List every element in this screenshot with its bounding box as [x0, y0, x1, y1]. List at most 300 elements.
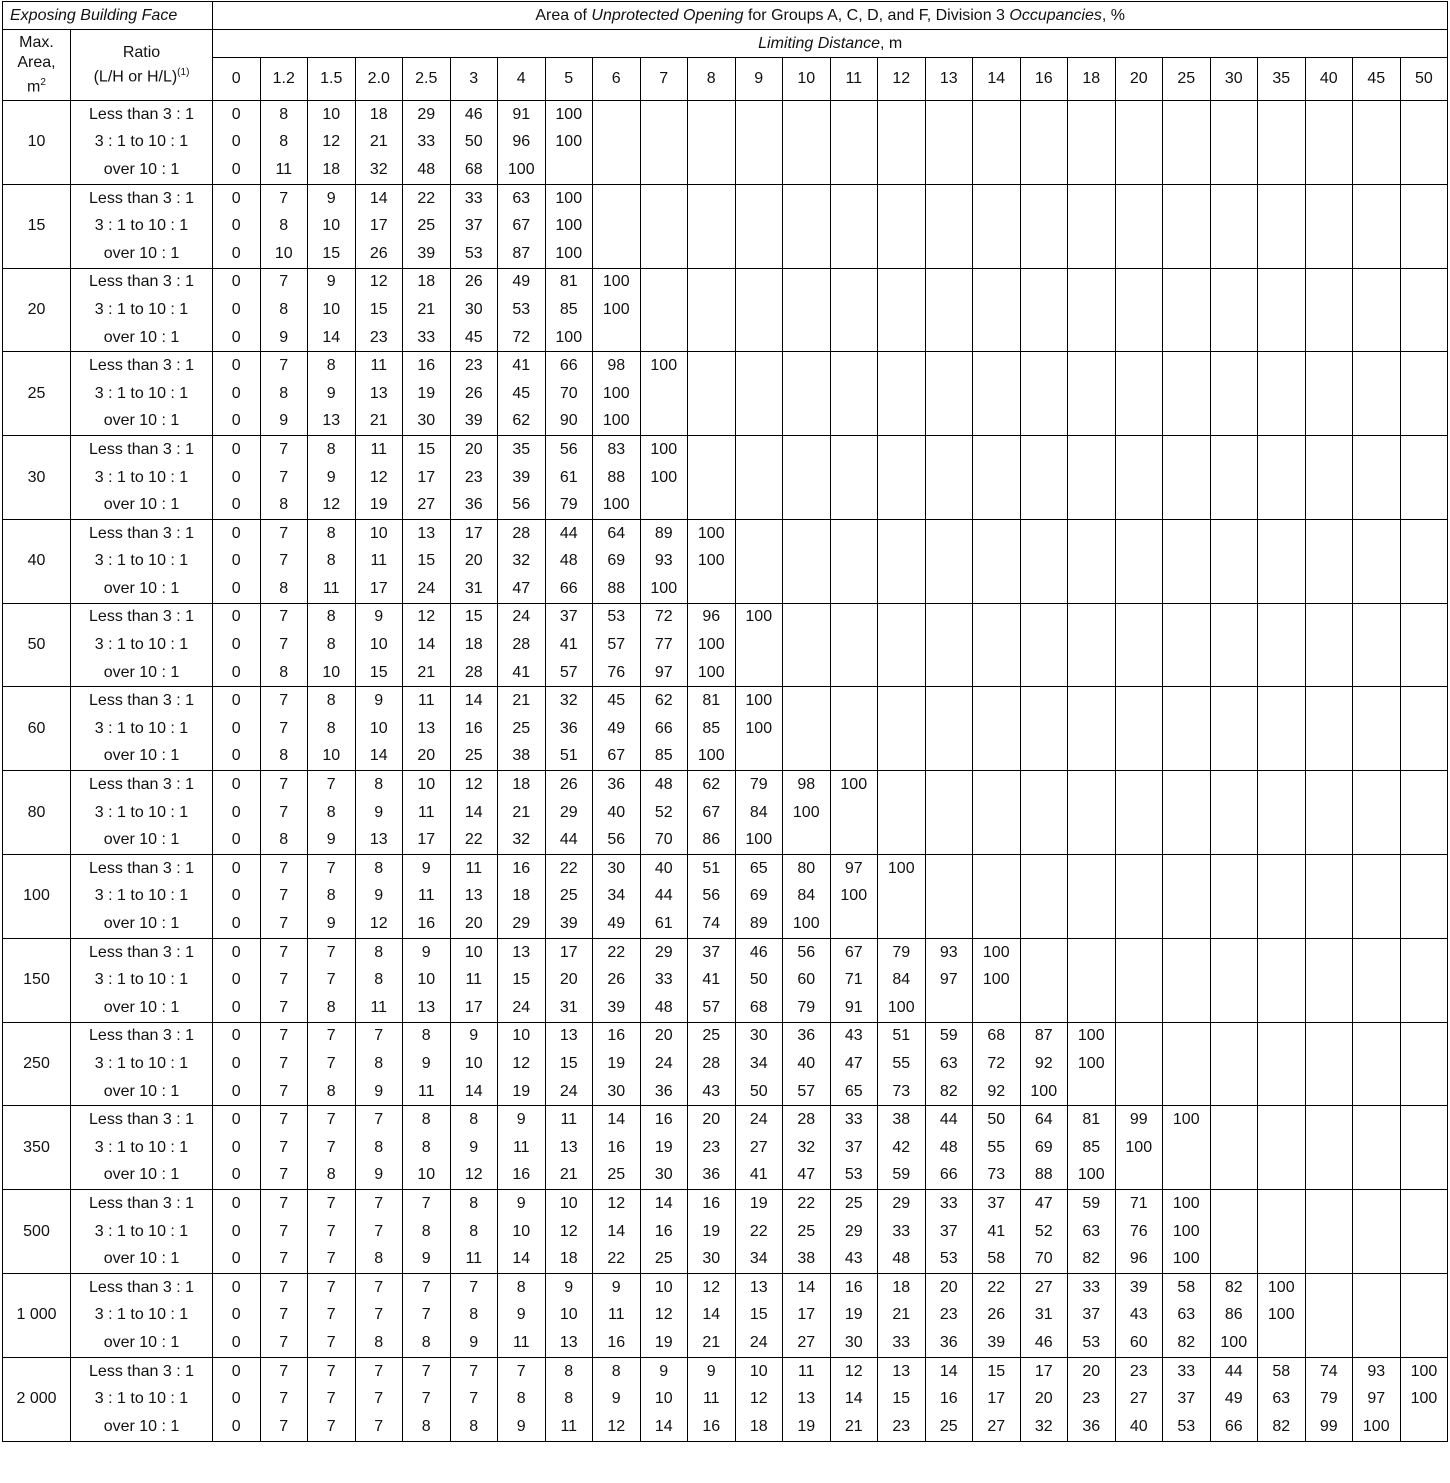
- value-cell: 58: [1258, 1357, 1306, 1385]
- value-cell: 12: [640, 1302, 688, 1330]
- value-cell: [1020, 352, 1068, 380]
- value-cell: 13: [783, 1385, 831, 1413]
- value-cell: 37: [1068, 1302, 1116, 1330]
- value-cell: 16: [640, 1106, 688, 1134]
- value-cell: [925, 212, 973, 240]
- value-cell: 49: [1210, 1385, 1258, 1413]
- value-cell: [1115, 1078, 1163, 1106]
- value-cell: 7: [498, 1357, 546, 1385]
- value-cell: 91: [498, 101, 546, 129]
- value-cell: [1258, 352, 1306, 380]
- value-cell: 0: [213, 129, 261, 157]
- value-cell: 24: [498, 603, 546, 631]
- value-cell: 9: [450, 1329, 498, 1357]
- value-cell: 13: [878, 1357, 926, 1385]
- table-row: [3, 324, 1448, 352]
- value-cell: [925, 156, 973, 184]
- value-cell: [640, 380, 688, 408]
- value-cell: [1353, 1162, 1401, 1190]
- distance-header-cell: 35: [1258, 58, 1306, 101]
- value-cell: [1163, 826, 1211, 854]
- value-cell: 15: [308, 240, 356, 268]
- header-row-1: [3, 2, 1448, 30]
- value-cell: [1068, 184, 1116, 212]
- value-cell: 68: [973, 1022, 1021, 1050]
- value-cell: 63: [498, 184, 546, 212]
- value-cell: [1305, 1162, 1353, 1190]
- table-row: [3, 603, 1448, 631]
- value-cell: [1020, 771, 1068, 799]
- value-cell: [1115, 966, 1163, 994]
- value-cell: 18: [403, 268, 451, 296]
- value-cell: [1210, 715, 1258, 743]
- value-cell: [1068, 799, 1116, 827]
- value-cell: 24: [498, 994, 546, 1022]
- value-cell: [1115, 268, 1163, 296]
- value-cell: [973, 687, 1021, 715]
- value-cell: [1353, 380, 1401, 408]
- value-cell: 7: [308, 1329, 356, 1357]
- ratio-cell: Less than 3 : 1: [71, 519, 213, 547]
- value-cell: 10: [308, 212, 356, 240]
- table-row: [3, 268, 1448, 296]
- value-cell: [830, 296, 878, 324]
- value-cell: 100: [498, 156, 546, 184]
- value-cell: [1068, 352, 1116, 380]
- distance-header-cell: 3: [450, 58, 498, 101]
- value-cell: 79: [878, 938, 926, 966]
- value-cell: 20: [640, 1022, 688, 1050]
- value-cell: 18: [735, 1413, 783, 1441]
- value-cell: 38: [783, 1245, 831, 1273]
- value-cell: 100: [640, 352, 688, 380]
- table-row: [3, 436, 1448, 464]
- value-cell: 59: [925, 1022, 973, 1050]
- value-cell: [1210, 156, 1258, 184]
- value-cell: [735, 268, 783, 296]
- value-cell: [783, 743, 831, 771]
- value-cell: [1400, 240, 1448, 268]
- ratio-cell: 3 : 1 to 10 : 1: [71, 883, 213, 911]
- value-cell: [783, 548, 831, 576]
- value-cell: 21: [545, 1162, 593, 1190]
- value-cell: 10: [545, 1302, 593, 1330]
- value-cell: [830, 743, 878, 771]
- value-cell: 0: [213, 184, 261, 212]
- value-cell: [1353, 826, 1401, 854]
- value-cell: 49: [498, 268, 546, 296]
- value-cell: [925, 715, 973, 743]
- value-cell: [1258, 408, 1306, 436]
- value-cell: 15: [450, 603, 498, 631]
- value-cell: 48: [640, 771, 688, 799]
- value-cell: [783, 464, 831, 492]
- value-cell: 9: [403, 855, 451, 883]
- value-cell: 48: [403, 156, 451, 184]
- value-cell: [1115, 240, 1163, 268]
- value-cell: [783, 101, 831, 129]
- value-cell: 9: [355, 1078, 403, 1106]
- value-cell: [1353, 855, 1401, 883]
- value-cell: 7: [260, 1050, 308, 1078]
- ratio-cell: 3 : 1 to 10 : 1: [71, 966, 213, 994]
- value-cell: [1210, 1190, 1258, 1218]
- distance-header-cell: 8: [688, 58, 736, 101]
- value-cell: [1353, 1245, 1401, 1273]
- value-cell: [1305, 436, 1353, 464]
- value-cell: 56: [688, 883, 736, 911]
- value-cell: 32: [1020, 1413, 1068, 1441]
- value-cell: [925, 380, 973, 408]
- value-cell: 0: [213, 1190, 261, 1218]
- value-cell: 7: [260, 519, 308, 547]
- value-cell: 47: [830, 1050, 878, 1078]
- value-cell: 9: [308, 910, 356, 938]
- value-cell: 16: [640, 1218, 688, 1246]
- value-cell: [1353, 1190, 1401, 1218]
- value-cell: 96: [688, 603, 736, 631]
- value-cell: 30: [593, 855, 641, 883]
- value-cell: [1163, 156, 1211, 184]
- value-cell: 52: [640, 799, 688, 827]
- value-cell: 7: [308, 1106, 356, 1134]
- value-cell: 73: [973, 1162, 1021, 1190]
- value-cell: 9: [498, 1302, 546, 1330]
- max-area-cell: 10: [3, 101, 71, 185]
- value-cell: 23: [925, 1302, 973, 1330]
- value-cell: [1258, 910, 1306, 938]
- value-cell: [925, 184, 973, 212]
- ratio-cell: over 10 : 1: [71, 1245, 213, 1273]
- value-cell: 55: [973, 1134, 1021, 1162]
- value-cell: 21: [403, 296, 451, 324]
- value-cell: [1305, 548, 1353, 576]
- value-cell: 45: [498, 380, 546, 408]
- value-cell: [973, 296, 1021, 324]
- value-cell: 7: [260, 1245, 308, 1273]
- value-cell: [1305, 771, 1353, 799]
- value-cell: 100: [1210, 1329, 1258, 1357]
- value-cell: [1353, 1302, 1401, 1330]
- value-cell: 82: [1068, 1245, 1116, 1273]
- value-cell: 7: [308, 1273, 356, 1301]
- value-cell: [1068, 687, 1116, 715]
- value-cell: 100: [688, 519, 736, 547]
- value-cell: 19: [498, 1078, 546, 1106]
- value-cell: 47: [783, 1162, 831, 1190]
- value-cell: [1400, 464, 1448, 492]
- value-cell: [1400, 659, 1448, 687]
- value-cell: [1258, 1190, 1306, 1218]
- value-cell: [973, 240, 1021, 268]
- value-cell: 28: [498, 631, 546, 659]
- value-cell: [1400, 938, 1448, 966]
- value-cell: 46: [450, 101, 498, 129]
- value-cell: 18: [498, 883, 546, 911]
- value-cell: [973, 743, 1021, 771]
- value-cell: 100: [545, 324, 593, 352]
- value-cell: 100: [688, 631, 736, 659]
- value-cell: [1210, 1106, 1258, 1134]
- value-cell: 7: [403, 1190, 451, 1218]
- value-cell: 11: [498, 1329, 546, 1357]
- value-cell: 7: [355, 1190, 403, 1218]
- value-cell: [1210, 1078, 1258, 1106]
- distance-header-cell: 50: [1400, 58, 1448, 101]
- value-cell: [1400, 910, 1448, 938]
- value-cell: 10: [355, 715, 403, 743]
- value-cell: 62: [688, 771, 736, 799]
- value-cell: 12: [688, 1273, 736, 1301]
- value-cell: 16: [593, 1329, 641, 1357]
- value-cell: 39: [498, 464, 546, 492]
- value-cell: [1068, 548, 1116, 576]
- value-cell: [1020, 156, 1068, 184]
- value-cell: [1210, 101, 1258, 129]
- value-cell: [830, 240, 878, 268]
- value-cell: 19: [355, 491, 403, 519]
- value-cell: [1163, 631, 1211, 659]
- value-cell: [1163, 101, 1211, 129]
- value-cell: [878, 156, 926, 184]
- value-cell: [878, 519, 926, 547]
- value-cell: [1020, 464, 1068, 492]
- value-cell: 7: [355, 1022, 403, 1050]
- value-cell: [1400, 101, 1448, 129]
- value-cell: [1210, 687, 1258, 715]
- value-cell: 70: [640, 826, 688, 854]
- value-cell: 79: [735, 771, 783, 799]
- value-cell: 43: [1115, 1302, 1163, 1330]
- value-cell: [973, 380, 1021, 408]
- value-cell: 93: [1353, 1357, 1401, 1385]
- value-cell: 16: [403, 352, 451, 380]
- value-cell: [878, 603, 926, 631]
- value-cell: [640, 240, 688, 268]
- value-cell: 8: [450, 1190, 498, 1218]
- value-cell: 100: [830, 771, 878, 799]
- value-cell: 27: [403, 491, 451, 519]
- value-cell: [1163, 938, 1211, 966]
- value-cell: 8: [308, 352, 356, 380]
- value-cell: [1258, 436, 1306, 464]
- value-cell: 0: [213, 938, 261, 966]
- value-cell: [1163, 966, 1211, 994]
- value-cell: 85: [688, 715, 736, 743]
- value-cell: [1020, 575, 1068, 603]
- value-cell: 17: [403, 464, 451, 492]
- value-cell: 16: [450, 715, 498, 743]
- value-cell: [878, 240, 926, 268]
- value-cell: [1353, 156, 1401, 184]
- distance-header-cell: 4: [498, 58, 546, 101]
- value-cell: 0: [213, 1134, 261, 1162]
- value-cell: 7: [308, 1385, 356, 1413]
- value-cell: 13: [450, 883, 498, 911]
- value-cell: 9: [545, 1273, 593, 1301]
- value-cell: [1020, 408, 1068, 436]
- value-cell: 7: [355, 1357, 403, 1385]
- value-cell: 18: [355, 101, 403, 129]
- value-cell: [925, 883, 973, 911]
- value-cell: [1020, 129, 1068, 157]
- value-cell: 81: [688, 687, 736, 715]
- value-cell: 11: [450, 855, 498, 883]
- value-cell: 50: [450, 129, 498, 157]
- value-cell: 9: [403, 1050, 451, 1078]
- value-cell: 22: [735, 1218, 783, 1246]
- value-cell: 72: [640, 603, 688, 631]
- ratio-cell: Less than 3 : 1: [71, 603, 213, 631]
- value-cell: 15: [878, 1385, 926, 1413]
- value-cell: 28: [783, 1106, 831, 1134]
- value-cell: [1353, 101, 1401, 129]
- value-cell: 8: [403, 1022, 451, 1050]
- table-row: [3, 1357, 1448, 1385]
- value-cell: [1020, 994, 1068, 1022]
- value-cell: 23: [450, 464, 498, 492]
- value-cell: 0: [213, 1357, 261, 1385]
- value-cell: 100: [593, 296, 641, 324]
- value-cell: 11: [355, 994, 403, 1022]
- value-cell: 27: [1115, 1385, 1163, 1413]
- value-cell: [783, 324, 831, 352]
- value-cell: 25: [403, 212, 451, 240]
- value-cell: 100: [735, 687, 783, 715]
- value-cell: [735, 575, 783, 603]
- value-cell: 37: [1163, 1385, 1211, 1413]
- distance-header-cell: 45: [1353, 58, 1401, 101]
- value-cell: 100: [1163, 1106, 1211, 1134]
- value-cell: 67: [498, 212, 546, 240]
- value-cell: [1305, 938, 1353, 966]
- value-cell: [1400, 436, 1448, 464]
- value-cell: 74: [1305, 1357, 1353, 1385]
- value-cell: 8: [260, 212, 308, 240]
- value-cell: 40: [593, 799, 641, 827]
- value-cell: 33: [878, 1329, 926, 1357]
- value-cell: [783, 408, 831, 436]
- value-cell: [640, 408, 688, 436]
- value-cell: [1210, 464, 1258, 492]
- value-cell: 7: [450, 1357, 498, 1385]
- value-cell: [1068, 575, 1116, 603]
- value-cell: [593, 101, 641, 129]
- value-cell: [783, 129, 831, 157]
- value-cell: 24: [735, 1106, 783, 1134]
- table-row: [3, 799, 1448, 827]
- value-cell: 8: [308, 883, 356, 911]
- ratio-cell: over 10 : 1: [71, 910, 213, 938]
- value-cell: 8: [308, 687, 356, 715]
- value-cell: 70: [545, 380, 593, 408]
- value-cell: [1258, 603, 1306, 631]
- value-cell: [925, 408, 973, 436]
- value-cell: 21: [498, 687, 546, 715]
- value-cell: [1305, 129, 1353, 157]
- unprotected-opening-table: [2, 1, 1448, 1442]
- value-cell: 8: [403, 1134, 451, 1162]
- value-cell: 8: [355, 1329, 403, 1357]
- value-cell: 0: [213, 603, 261, 631]
- value-cell: [973, 129, 1021, 157]
- value-cell: [783, 491, 831, 519]
- value-cell: [1353, 1273, 1401, 1301]
- value-cell: 0: [213, 212, 261, 240]
- table-row: [3, 966, 1448, 994]
- value-cell: 30: [640, 1162, 688, 1190]
- value-cell: [1353, 1329, 1401, 1357]
- value-cell: 0: [213, 1329, 261, 1357]
- value-cell: [735, 184, 783, 212]
- value-cell: [973, 352, 1021, 380]
- value-cell: [1353, 575, 1401, 603]
- value-cell: 11: [355, 436, 403, 464]
- value-cell: 9: [403, 938, 451, 966]
- value-cell: [1305, 101, 1353, 129]
- value-cell: 37: [830, 1134, 878, 1162]
- value-cell: 19: [593, 1050, 641, 1078]
- value-cell: [1163, 855, 1211, 883]
- value-cell: 8: [308, 1078, 356, 1106]
- value-cell: [1163, 212, 1211, 240]
- value-cell: [878, 352, 926, 380]
- value-cell: 7: [308, 855, 356, 883]
- value-cell: [878, 575, 926, 603]
- value-cell: 7: [260, 268, 308, 296]
- value-cell: [1210, 659, 1258, 687]
- ratio-cell: 3 : 1 to 10 : 1: [71, 464, 213, 492]
- value-cell: 0: [213, 575, 261, 603]
- value-cell: 14: [830, 1385, 878, 1413]
- value-cell: 7: [308, 966, 356, 994]
- value-cell: [1258, 1022, 1306, 1050]
- value-cell: [735, 519, 783, 547]
- value-cell: 70: [1020, 1245, 1068, 1273]
- value-cell: 13: [735, 1273, 783, 1301]
- value-cell: [973, 212, 1021, 240]
- value-cell: 32: [783, 1134, 831, 1162]
- value-cell: 44: [640, 883, 688, 911]
- value-cell: [783, 212, 831, 240]
- value-cell: 8: [308, 436, 356, 464]
- table-row: [3, 715, 1448, 743]
- value-cell: [1353, 994, 1401, 1022]
- value-cell: 9: [498, 1413, 546, 1441]
- value-cell: 23: [1068, 1385, 1116, 1413]
- value-cell: [1210, 575, 1258, 603]
- distance-header-cell: 11: [830, 58, 878, 101]
- value-cell: 22: [545, 855, 593, 883]
- table-row: [3, 156, 1448, 184]
- value-cell: 8: [355, 771, 403, 799]
- value-cell: 57: [783, 1078, 831, 1106]
- value-cell: 31: [1020, 1302, 1068, 1330]
- value-cell: 25: [545, 883, 593, 911]
- value-cell: [878, 743, 926, 771]
- value-cell: [1400, 519, 1448, 547]
- value-cell: 100: [735, 603, 783, 631]
- value-cell: 8: [403, 1106, 451, 1134]
- value-cell: 9: [640, 1357, 688, 1385]
- value-cell: [1020, 743, 1068, 771]
- value-cell: 0: [213, 715, 261, 743]
- value-cell: [1400, 1245, 1448, 1273]
- value-cell: [1400, 743, 1448, 771]
- value-cell: [1258, 855, 1306, 883]
- value-cell: [830, 910, 878, 938]
- value-cell: 22: [403, 184, 451, 212]
